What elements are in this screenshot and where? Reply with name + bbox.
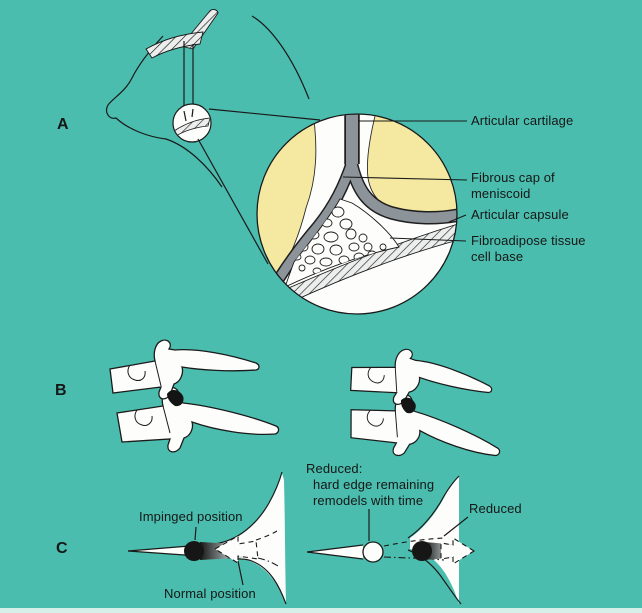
- page-edge: [0, 608, 642, 613]
- label-fibrous-cap: Fibrous cap of meniscoid: [471, 170, 555, 201]
- label-impinged-position: Impinged position: [139, 509, 243, 524]
- hard-edge-circle: [363, 542, 383, 562]
- bone-right: [367, 88, 480, 215]
- label-normal-position: Normal position: [164, 586, 256, 601]
- impinged-meniscoid-ball: [184, 541, 204, 561]
- panel-c-label: C: [56, 540, 68, 557]
- funnel-left: [128, 472, 286, 604]
- magnifier-cone-line-top: [209, 109, 320, 120]
- reduced-meniscoid-ball: [412, 541, 432, 561]
- label-articular-cartilage: Articular cartilage: [471, 113, 574, 128]
- panel-a-label: A: [57, 116, 69, 133]
- vertebra-pair-left: [110, 340, 279, 452]
- bone-left: [140, 90, 316, 330]
- panel-b-label: B: [55, 382, 67, 399]
- label-fibroadipose: Fibroadipose tissue cell base: [471, 233, 586, 264]
- label-reduced: Reduced: [469, 501, 522, 516]
- label-articular-capsule: Articular capsule: [471, 207, 569, 222]
- label-reduced-note: Reduced: hard edge remaining remodels with time: [306, 461, 435, 508]
- lamina-band: [146, 32, 203, 58]
- vertebra-pair-right: [338, 340, 514, 472]
